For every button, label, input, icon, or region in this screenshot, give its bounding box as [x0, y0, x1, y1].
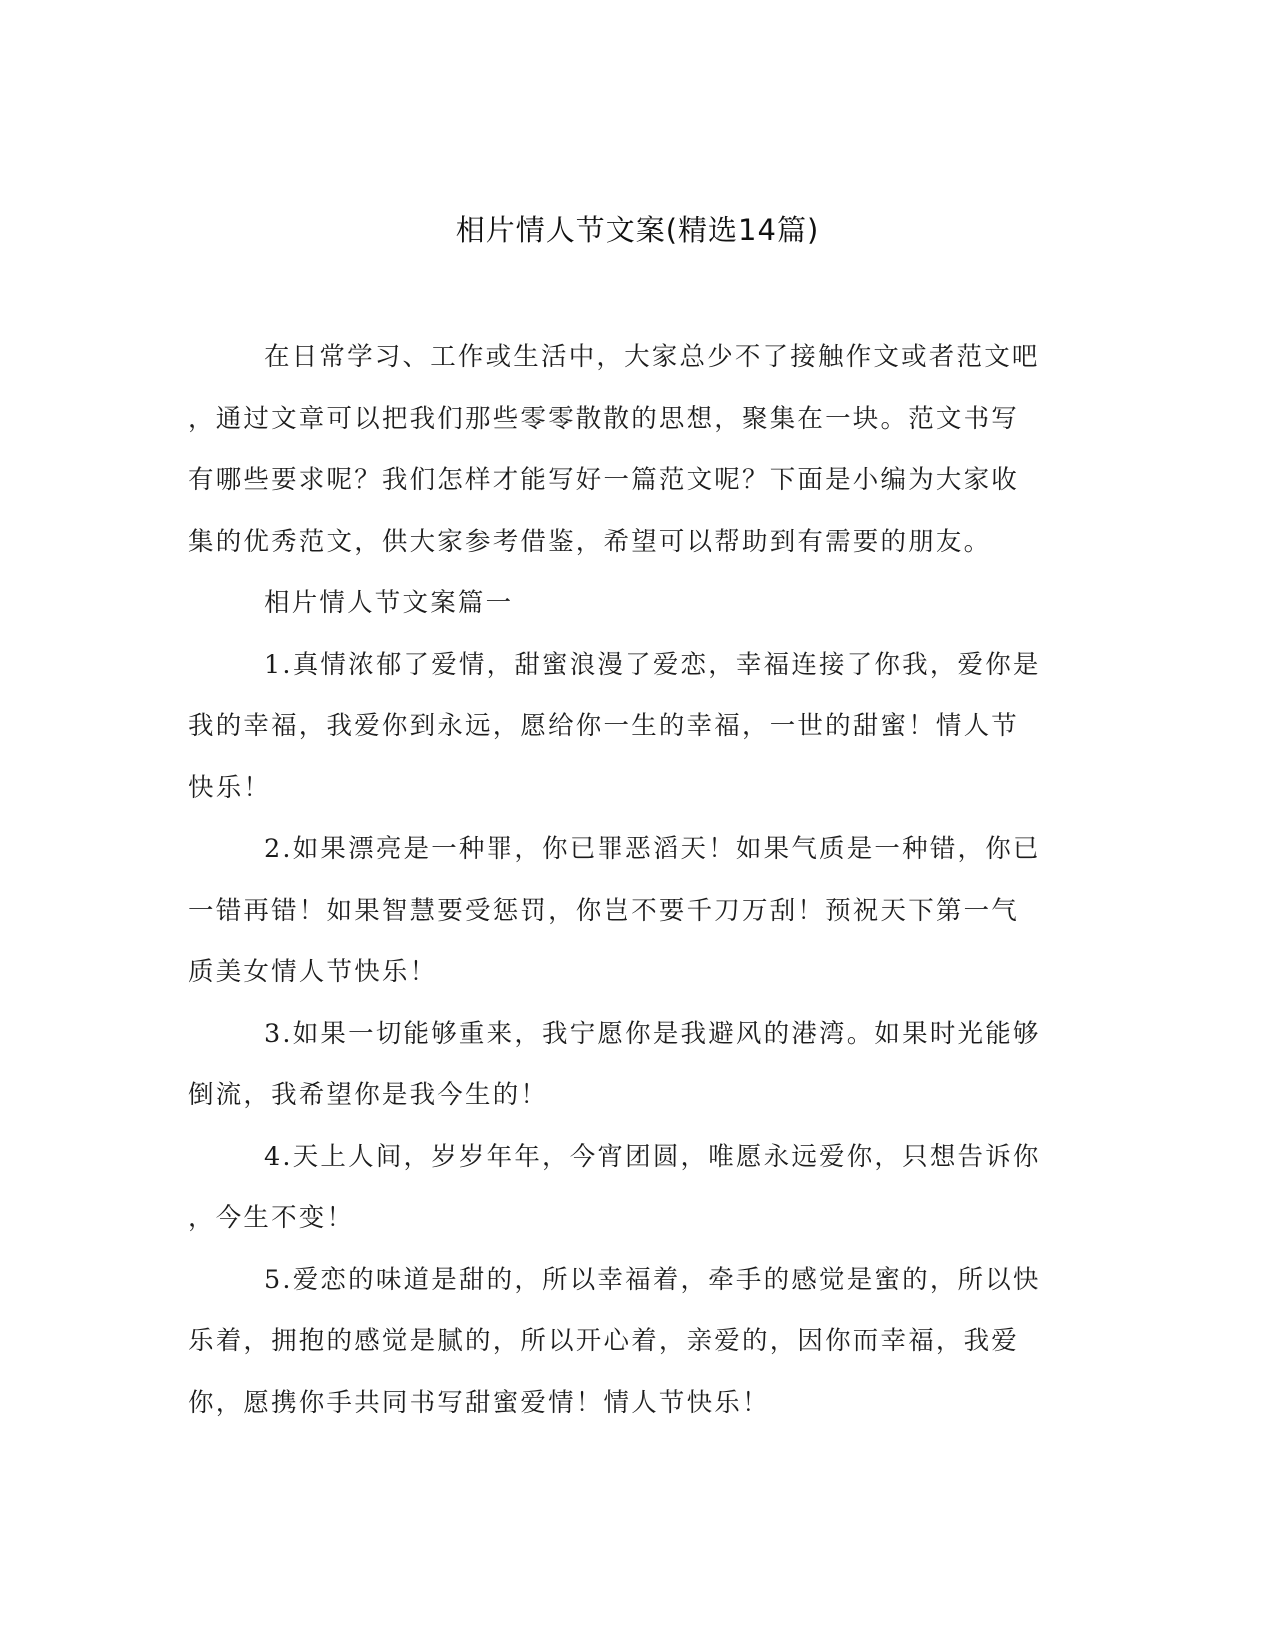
text-line: 快乐！	[188, 772, 272, 803]
intro-paragraph	[188, 327, 1068, 573]
text-line: 相片情人节文案篇一	[264, 588, 514, 618]
text-line: 5.爱恋的味道是甜的，所以幸福着，牵手的感觉是蜜的，所以快	[264, 1264, 1041, 1295]
text-line: 你，愿携你手共同书写甜蜜爱情！情人节快乐！	[188, 1387, 770, 1418]
text-line: 一错再错！如果智慧要受惩罚，你岂不要千刀万刮！预祝天下第一气	[188, 895, 1020, 926]
text-line: 4.天上人间，岁岁年年，今宵团圆，唯愿永远爱你，只想告诉你	[264, 1141, 1041, 1172]
text-line: 倒流，我希望你是我今生的！	[188, 1080, 549, 1110]
document-body	[188, 327, 1068, 1434]
section-heading	[188, 573, 1068, 635]
text-line: 在日常学习、工作或生活中，大家总少不了接触作文或者范文吧	[264, 342, 1040, 372]
document-title: 相片情人节文案(精选14篇)	[455, 213, 820, 247]
text-line: ，今生不变！	[188, 1203, 355, 1233]
item-paragraph-2	[188, 819, 1068, 1004]
text-line: 3.如果一切能够重来，我宁愿你是我避风的港湾。如果时光能够	[264, 1018, 1041, 1049]
text-line: 集的优秀范文，供大家参考借鉴，希望可以帮助到有需要的朋友。	[188, 526, 992, 557]
text-line: 有哪些要求呢？我们怎样才能写好一篇范文呢？下面是小编为大家收	[188, 465, 1020, 495]
text-line: 2.如果漂亮是一种罪，你已罪恶滔天！如果气质是一种错，你已	[264, 834, 1041, 864]
item-paragraph-1	[188, 635, 1068, 820]
text-line: 我的幸福，我爱你到永远，愿给你一生的幸福，一世的甜蜜！情人节	[188, 711, 1020, 741]
item-paragraph-5	[188, 1250, 1068, 1435]
text-line: 1.真情浓郁了爱情，甜蜜浪漫了爱恋，幸福连接了你我，爱你是	[264, 649, 1041, 680]
text-line: 质美女情人节快乐！	[188, 957, 438, 987]
item-paragraph-4	[188, 1127, 1068, 1250]
item-paragraph-3	[188, 1004, 1068, 1127]
text-line: ，通过文章可以把我们那些零零散散的思想，聚集在一块。范文书写	[188, 403, 1020, 434]
text-line: 乐着，拥抱的感觉是腻的，所以开心着，亲爱的，因你而幸福，我爱	[188, 1326, 1020, 1356]
